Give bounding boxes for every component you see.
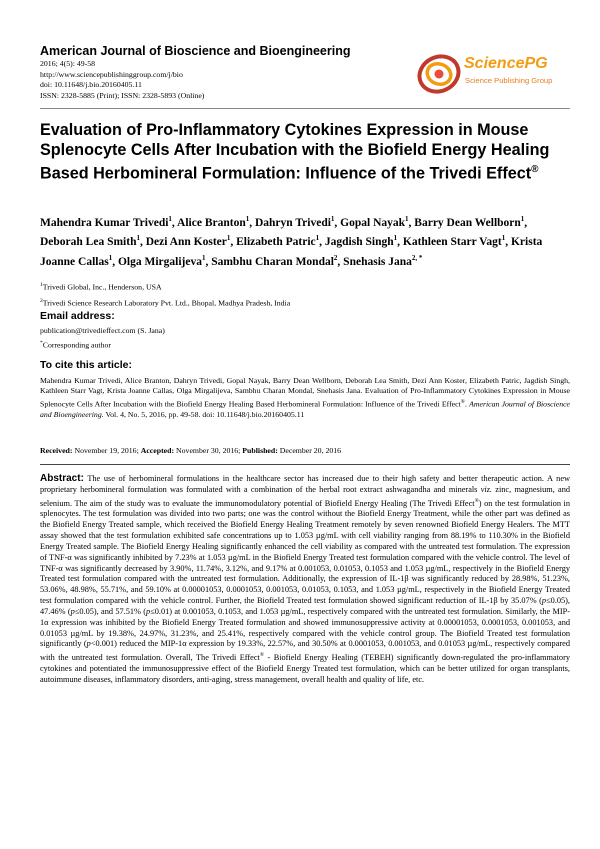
citation-volume: Vol. 4, No. 5, 2016, pp. 49-58. doi: 10.11648/j.bio.20160405.11 xyxy=(105,409,305,419)
published-date: December 20, 2016 xyxy=(279,446,342,455)
dates-divider xyxy=(40,464,570,465)
author-name: Gopal Nayak xyxy=(340,216,406,229)
publisher-subtitle: Science Publishing Group xyxy=(465,76,553,85)
author-affiliation-mark: 2, * xyxy=(411,253,423,262)
author-affiliation-mark: 2 xyxy=(333,253,338,262)
author-affiliation-mark: 1 xyxy=(405,215,409,223)
affiliation-2: $^2$Trivedi Science Research Laboratory Pvt. Ltd., Bhopal, Madhya Pradesh, India xyxy=(40,298,291,308)
author-affiliation-mark: 1 xyxy=(393,234,398,243)
article-dates: Received: November 19, 2016; Accepted: November 30, 2016; Published: December 20, 2016 xyxy=(40,446,342,455)
citation-title: Evaluation of Pro-Inflammatory Cytokines Expression in Mouse Splenocyte Cells After Incubation with the Biofield Energy Healing Based Herbomineral Formulation: Influence of the Trivedi Effect xyxy=(40,386,571,409)
author-name: Deborah Lea Smith xyxy=(40,236,137,249)
author-name: Barry Dean Wellborn xyxy=(414,216,521,229)
email-heading: Email address: xyxy=(40,310,115,322)
received-date: November 19, 2016; xyxy=(74,446,139,455)
citation-heading: To cite this article: xyxy=(40,359,132,371)
author-affiliation-mark: 1 xyxy=(226,234,231,243)
author-affiliation-mark: 1 xyxy=(201,253,206,262)
citation-journal: American Journal of Bioscience and Bioengineering. xyxy=(40,399,571,419)
article-title xyxy=(40,120,570,184)
author-affiliation-mark: 1 xyxy=(520,215,525,223)
citation-text: Mahendra Kumar Trivedi, Alice Branton, Dahryn Trivedi, Gopal Nayak, Barry Dean Wellborn, Deborah Lea Smith, Dezi Ann Koster, Elizabeth Patric, Jagdish Singh, Kathleen Starr Vagt, Krista Joanne Callas, Olga Mirgalijeva, Sambhu Charan Mondal, Snehasis Jana. Evaluation of Pro-Inflammatory Cytokines Expression in Mouse Splenocyte Cells After Incubation with the Biofield Energy Healing Based Herbomineral Formulation: Influence of the Trivedi Effect®. American Journal of Bioscience and Bioengineering. Vol. 4, No. 5, 2016, pp. 49-58. doi: 10.11648/j.bio.20160405.11 xyxy=(40,376,571,419)
corresponding-author: *Corresponding author xyxy=(40,340,111,350)
sciencepg-logo-icon xyxy=(414,48,464,98)
article-title-text: Evaluation of Pro-Inflammatory Cytokines Expression in Mouse Splenocyte Cells After Incubation with the Biofield Energy Healing Based Herbomineral Formulation: Influence of the Trivedi Effect xyxy=(40,121,550,183)
journal-url[interactable]: http://www.sciencepublishinggroup.com/j/bio xyxy=(40,69,183,79)
author-affiliation-mark: 1 xyxy=(168,215,172,223)
author-name: Elizabeth Patric xyxy=(236,236,316,249)
author-name: Snehasis Jana xyxy=(343,255,412,268)
journal-issue: 2016; 4(5): 49-58 xyxy=(40,59,96,68)
author-name: Kathleen Starr Vagt xyxy=(402,236,502,249)
author-name: Alice Branton xyxy=(177,216,246,229)
author-name: Krista Joanne Callas xyxy=(40,236,543,268)
author-affiliation-mark: 1 xyxy=(136,234,140,243)
accepted-date: November 30, 2016; xyxy=(176,446,241,455)
journal-name: American Journal of Bioscience and Bioengineering xyxy=(40,44,351,58)
author-list: Mahendra Kumar Trivedi$^1$, Alice Branton$^1$, Dahryn Trivedi$^1$, Gopal Nayak$^1$, Barry Dean Wellborn$^1$, Deborah Lea Smith$^1$, Dezi Ann Koster$^1$, Elizabeth Patric$^1$, Jagdish Singh$^1$, Kathleen Starr Vagt$^1$, Krista Joanne Callas$^1$, Olga Mirgalijeva$^1$, Sambhu Charan Mondal$^2$, Snehasis Jana$^{2, *}$ xyxy=(40,215,543,268)
author-affiliation-mark: 1 xyxy=(501,234,506,243)
affiliations xyxy=(40,280,570,309)
journal-header xyxy=(40,44,570,104)
registered-mark: ® xyxy=(531,164,539,176)
abstract: Abstract: The use of herbomineral formulations in the healthcare sector has increased due to their high safety and better therapeutic action. A new proprietary herbomineral formulation was formulated with a combination of the herbal root extract ashwagandha and minerals viz. zinc, magnesium, and selenium. The aim of the study was to evaluate the immunomodulatory potential of Biofield Energy Healing (The Trivedi Effect®) on the test formulation in splenocytes. The test formulation was divided into two parts; one was the control without the Biofield Energy Treatment, while the other part was defined as the Biofield Energy Treated sample, which received the Biofield Energy Healing Treatment remotely by seven renowned Biofield Energy Healers. The MTT assay showed that the test formulation exhibited safe concentrations up to 1.053 µg/mL with cell viability ranging from 88.19% to 110.30% in the Biofield Energy Treated sample. The Biofield Energy Healing significantly enhanced the cell viability as compared with the untreated test formulation. The expression of TNF-α was significantly inhibited by 7.23% at 1.053 µg/mL in the Biofield Energy Treated test formulation compared with the vehicle control. The level of TNF-α was significantly decreased by 3.90%, 11.74%, 3.12%, and 9.17% at 0.001053, 0.01053, 0.1053 and 1.053 µg/mL, respectively in the Biofield Energy Treated test formulation compared with the untreated test formulation. Additionally, the expression of IL-1β was significantly reduced by 28.98%, 51.23%, 53.06%, 48.98%, 55.71%, and 59.10% at 0.00001053, 0.0001053, 0.001053, 0.01053, 0.1053, and 1.053 µg/mL, respectively in the Biofield Energy Treated test formulation compared with the vehicle control. Further, the Biofield Treated test formulation showed significant reduction of IL-1β by 35.07% (p≤0.05), 47.46% (p≤0.05), and 57.51% (p≤0.01) at 0.001053, 0.1053, and 1.053 µg/mL, respectively compared with the untreated test formulation. Similarly, the MIP-1α expression was inhibited by the Biofield Energy Treated formulation and showed immunosuppressive activity at 0.00001053, 0.0001053, 0.001053, and 0.01053 µg/mL by 19.38%, 24.97%, 31.23%, and 25.41%, respectively compared with the vehicle control group. The Biofield Treated test formulation significantly (p<0.001) reduced the MIP-1α expression by 19.33%, 22.57%, and 30.50% at 0.0001053, 0.001053, and 0.01053 µg/mL, respectively compared with the untreated test formulation. Overall, The Trivedi Effect® - Biofield Energy Healing (TEBEH) significantly down-regulated the pro-inflammatory cytokines and potentiated the immunosuppressive effect of the Biofield Energy Treated test formulation, which can be better utilized for organ transplants, autoimmune diseases, inflammatory disorders, anti-aging, stress management, overall health and quality of life, etc. xyxy=(40,473,571,684)
author-affiliation-mark: 1 xyxy=(315,234,320,243)
author-name: Dezi Ann Koster xyxy=(145,236,227,249)
email-address[interactable]: publication@trivedieffect.com (S. Jana) xyxy=(40,326,165,335)
publisher-name: SciencePG xyxy=(464,55,548,72)
author-name: Jagdish Singh xyxy=(324,236,394,249)
citation-authors: Mahendra Kumar Trivedi, Alice Branton, Dahryn Trivedi, Gopal Nayak, Barry Dean Wellborn, Deborah Lea Smith, Dezi Ann Koster, Elizabeth Patric, Jagdish Singh, Kathleen Starr Vagt, Krista Joanne Callas, Olga Mirgalijeva, Sambhu Charan Mondal, Snehasis Jana. xyxy=(40,376,570,396)
author-name: Dahryn Trivedi xyxy=(254,216,331,229)
journal-issn: ISSN: 2328-5885 (Print); ISSN: 2328-5893 (Online) xyxy=(40,90,205,100)
journal-doi: doi: 10.11648/j.bio.20160405.11 xyxy=(40,80,142,89)
affiliation-1: $^1$Trivedi Global, Inc., Henderson, USA xyxy=(40,282,162,292)
publisher-logo xyxy=(414,46,562,100)
author-name: Mahendra Kumar Trivedi xyxy=(40,216,169,229)
author-affiliation-mark: 1 xyxy=(330,215,335,223)
author-affiliation-mark: 1 xyxy=(108,253,113,262)
author-name: Olga Mirgalijeva xyxy=(117,255,202,268)
author-name: Sambhu Charan Mondal xyxy=(211,255,334,268)
author-affiliation-mark: 1 xyxy=(245,215,250,223)
header-divider xyxy=(40,108,570,109)
abstract-label: Abstract: xyxy=(40,473,84,484)
